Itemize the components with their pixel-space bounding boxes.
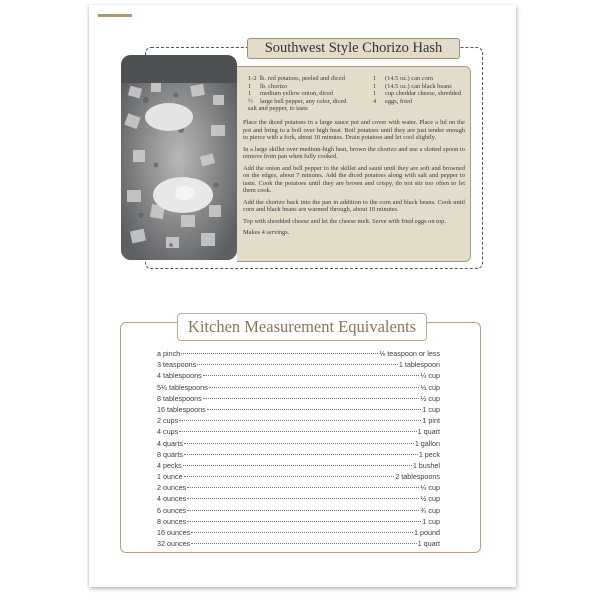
dot-leader [209, 387, 420, 388]
ingredient-item [373, 90, 468, 98]
measurement-row [157, 393, 440, 404]
measurement-to: 1 bushel [412, 460, 440, 470]
measurement-from: 16 ounces [157, 528, 191, 537]
ingredient-qty: 4 [373, 97, 377, 105]
ingredient-qty: 1 [248, 90, 252, 98]
ingredient-name: (14.5 oz.) can black beans [385, 82, 452, 90]
dot-leader [207, 409, 422, 410]
measurement-from: 4 pecks [157, 460, 182, 470]
measurement-to: 1 quart [417, 427, 440, 437]
measurement-to: 1 peck [418, 449, 440, 459]
measurement-from: 4 quarts [157, 438, 183, 448]
ingredients-column-right [373, 75, 468, 105]
dot-leader [184, 476, 395, 477]
measurement-row [157, 538, 440, 549]
measurement-from: 16 tablespoons [157, 404, 206, 414]
measurement-row [157, 415, 440, 426]
ingredient-item [248, 105, 368, 113]
recipe-servings: Makes 4 servings. [243, 229, 290, 237]
measurement-row [157, 382, 440, 393]
measurement-from: 4 ounces [157, 494, 187, 504]
measurement-row [157, 359, 440, 370]
ingredient-qty: 1 [373, 90, 377, 98]
dot-leader [187, 487, 419, 488]
ingredient-item [248, 75, 368, 83]
ingredient-qty: 1-2 [248, 75, 257, 82]
ingredient-qty: 1 [248, 82, 252, 90]
recipe-step: Add the onion and bell pepper to the skillet and sauté until they are soft and browned on the edges, about 7 minutes. Add the diced potatoes along with salt and pepper to taste. Cook the potatoes until they are brown and crispy, do not stir too often to let them cook. [243, 164, 465, 195]
dot-leader [179, 420, 421, 421]
recipe-step: Top with shredded cheese and let the cheese melt. Serve with fried eggs on top. [243, 217, 446, 225]
measurement-from: 2 ounces [157, 483, 187, 493]
ingredients-column-left [248, 75, 368, 113]
measurement-from: a pinch [157, 349, 181, 358]
ingredient-name: eggs, fried [385, 97, 412, 105]
dot-leader [203, 398, 420, 399]
measurement-to: ⅓ cup [420, 382, 440, 392]
measurement-from: 4 tablespoons [157, 371, 202, 381]
dot-leader [181, 353, 378, 354]
ingredient-name: lb. chorizo [260, 82, 288, 90]
recipe-photo [121, 55, 237, 260]
measurement-to: ½ cup [420, 494, 440, 504]
measurement-to: ⅛ teaspoon or less [379, 349, 440, 358]
measurement-to: 1 gallon [414, 438, 440, 448]
measurement-to: 1 cup [422, 404, 440, 414]
measurement-to: ¼ cup [420, 483, 440, 493]
dot-leader [187, 510, 419, 511]
ingredient-name: medium yellow onion, diced [260, 90, 334, 98]
measurement-from: 8 ounces [157, 516, 187, 526]
recipe-title: Southwest Style Chorizo Hash [247, 38, 460, 59]
dot-leader [184, 454, 418, 455]
measurement-to: 2 tablespoons [395, 472, 440, 482]
dot-leader [179, 431, 416, 432]
measurement-from: 32 ounces [157, 539, 191, 549]
dot-leader [187, 498, 419, 499]
dot-leader [184, 443, 414, 444]
dot-leader [197, 364, 398, 365]
measurement-to: 1 pound [414, 528, 440, 537]
ingredient-item [373, 98, 468, 106]
measurement-from: 6 ounces [157, 505, 187, 515]
measurement-row [157, 370, 440, 381]
ingredient-name: lb. red potatoes, peeled and diced [259, 75, 345, 82]
ingredient-name: large bell pepper, any color, diced [260, 97, 347, 105]
ingredient-name: cup cheddar cheese, shredded [385, 90, 461, 98]
dot-leader [187, 521, 421, 522]
recipe-step: Place the diced potatoes in a large sauce pot and cover with water. Place a lid on the pot and bring to a boil over high heat. Boil potatoes until they are just tender enough to pierce with a fork, about 10 minutes. Drain potatoes and let cool slightly. [243, 119, 465, 142]
ingredient-name: salt and pepper, to taste [248, 105, 308, 113]
dot-leader [183, 465, 412, 466]
ingredient-name: (14.5 oz.) can corn [385, 75, 434, 82]
recipe-step: In a large skillet over medium-high heat, brown the chorizo and use a slotted spoon to remove from pan when fully cooked. [243, 145, 465, 161]
dot-leader [203, 375, 420, 376]
header-accent-bar [98, 14, 132, 17]
recipe-step: Add the chorizo back into the pan in addition to the corn and black beans. Cook until corn and black beans are warmed through, about 10 minutes. [243, 198, 465, 214]
measurement-to: 1 cup [422, 516, 440, 526]
recipe-card [237, 66, 471, 262]
measurement-to: ¾ cup [420, 505, 440, 515]
ingredient-qty: ½ [248, 97, 253, 105]
dot-leader [191, 543, 416, 544]
ingredient-item [248, 83, 368, 91]
dot-leader [191, 532, 413, 533]
measurement-row [157, 404, 440, 415]
measurement-from: 1 ounce [157, 472, 183, 482]
measurement-title: Kitchen Measurement Equivalents [177, 313, 427, 341]
measurement-row [157, 471, 440, 482]
recipe-steps [243, 119, 465, 241]
measurement-row [157, 482, 440, 493]
ingredient-item [373, 75, 468, 83]
measurement-row [157, 426, 440, 437]
measurement-to: ½ cup [420, 393, 440, 403]
ingredient-qty: 1 [373, 82, 377, 90]
ingredient-item [248, 90, 368, 98]
measurement-row [157, 438, 440, 449]
measurement-row [157, 527, 440, 538]
measurement-from: 5⅓ tablespoons [157, 382, 208, 392]
measurement-from: 8 tablespoons [157, 393, 202, 403]
ingredient-qty: 1 [373, 75, 377, 82]
measurement-row [157, 460, 440, 471]
measurement-list [157, 348, 440, 549]
measurement-from: 3 teaspoons [157, 360, 197, 370]
measurement-from: 2 cups [157, 416, 179, 426]
measurement-to: ¼ cup [420, 371, 440, 381]
measurement-to: 1 quart [417, 539, 440, 549]
ingredient-item [248, 98, 368, 106]
measurement-row [157, 493, 440, 504]
ingredient-item [373, 83, 468, 91]
measurement-row [157, 348, 440, 359]
measurement-row [157, 516, 440, 527]
measurement-row [157, 449, 440, 460]
measurement-to: 1 pint [422, 416, 440, 426]
measurement-from: 8 quarts [157, 449, 183, 459]
measurement-from: 4 cups [157, 427, 179, 437]
measurement-to: 1 tablespoon [398, 360, 440, 370]
measurement-row [157, 505, 440, 516]
